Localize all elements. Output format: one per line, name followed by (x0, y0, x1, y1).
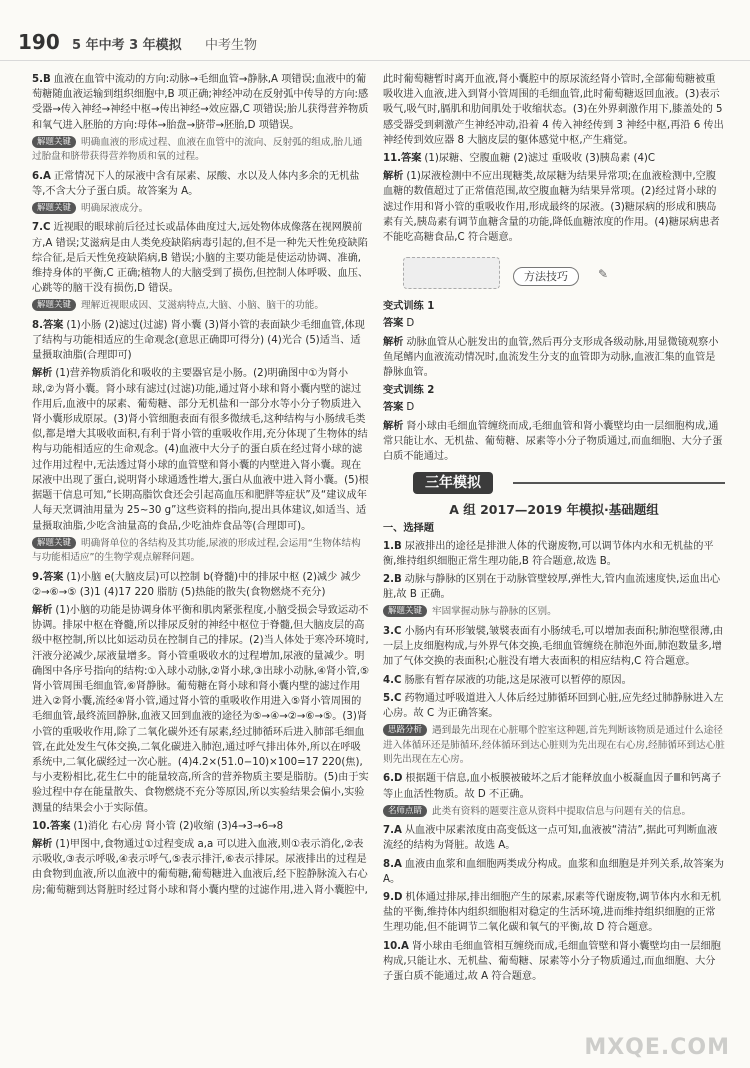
answer-label: 解析 (383, 171, 404, 183)
tip-tag: 解题关键 (32, 299, 76, 311)
answer-label: 9.答案 (32, 571, 64, 583)
answer-item (32, 366, 370, 533)
subject-label: 中考生物 (205, 38, 258, 53)
answer-label: 6.D (383, 773, 403, 785)
answer-label: 解析 (383, 420, 404, 432)
answer-item (32, 72, 370, 133)
answer-label: 7.A (383, 825, 402, 837)
answer-text: (1)小肠 (2)滤过(过滤) 肾小囊 (3)肾小管的表面缺少毛细血管,体现了结构与功能相适应的生命观念(意思正确即可得分) (4)光合 (5)适当、适量摄取油脂(合理即可) (32, 319, 365, 362)
answer-text: 肠胀有暂存尿液的功能,这是尿液可以暂停的原因。 (404, 674, 632, 686)
answer-text: 动脉血管从心脏发出的血管,然后再分支形成各级动脉,用显微镜观察小鱼尾鳍内血液流动情况时,血流发生分支的血管即为动脉,血液汇集的血管是静脉血管。 (383, 336, 719, 379)
watermark: MXQE.COM (584, 1035, 730, 1060)
answer-label: 解析 (32, 604, 53, 616)
answer-label: 4.C (383, 674, 402, 686)
answer-item (383, 316, 725, 331)
method-tips-box (383, 253, 725, 293)
tip-text: 此类有资料的题要注意从资料中提取信息与问题有关的信息。 (432, 805, 692, 817)
answer-item (383, 691, 725, 721)
book-title: 5 年中考 3 年模拟 (72, 38, 182, 53)
exercise-subtitle: 变式训练 2 (383, 385, 435, 397)
tip-note (383, 805, 725, 819)
answer-item (32, 169, 370, 199)
answer-text: 肾小球由毛细血管缠绕而成,毛细血管和肾小囊壁均由一层细胞构成,通常只能让水、无机盐、葡萄糖、尿素等小分子物质通过,而血细胞、大分子蛋白质不能通过。 (383, 420, 723, 463)
answer-text: 正常情况下人的尿液中含有尿素、尿酸、水以及人体内多余的无机盐等,不含大分子蛋白质。故答案为 A。 (32, 170, 360, 197)
tip-text: 理解近视眼成因、艾滋病特点,大脑、小脑、脑干的功能。 (81, 300, 324, 312)
exercise-subtitle: 变式训练 1 (383, 301, 435, 313)
answer-label: 3.C (383, 625, 402, 637)
three-year-banner (383, 470, 725, 496)
answer-label: 9.D (383, 891, 403, 903)
tip-tag: 解题关键 (32, 202, 76, 214)
tip-note (32, 136, 370, 165)
answer-text: 根据题干信息,血小板膜被破坏之后才能释放血小板凝血因子Ⅲ和钙离子等止血活性物质。故 D 不正确。 (383, 773, 722, 800)
answer-label: 解析 (32, 368, 53, 380)
answer-text: (1)营养物质消化和吸收的主要器官是小肠。(2)明确图中①为肾小球,②为肾小囊。肾小球有滤过(过滤)功能,通过肾小球和肾小囊内壁的滤过作用后,血液中的尿素、葡萄糖、部分无机盐和一部分水等小分子物质进入肾小囊形成原尿。(3)肾小管细胞表面有很多微绒毛,这种结构与小肠绒毛类似,都是增大其吸收面积,有利于肾小管的重吸收作用,充分体现了生物体的结构与功能相适应的生命观念。(4)血液中大分子的蛋白质在经过肾小球的滤过作用过程中,无法透过肾小球的血管壁和肾小囊的内壁进入肾小囊。现在尿液中出现了蛋白,说明肾小球通透性增大,蛋白从血液中进入肾小囊。(5)根据题干信息可知,“长期高脂饮食还会引起高血压和肥胖等症状”及“建议成年人每天烹调油用量为 25~30 g”这些资料的指向,提出具体建议,如适当、适量摄取油脂,少吃含油量高的食品,少吃油炸食品等(合理即可)。 (32, 368, 369, 532)
answer-item (32, 837, 370, 898)
page-header (0, 0, 750, 61)
tip-note (32, 299, 370, 313)
answer-label: 2.B (383, 574, 402, 586)
answer-item (32, 220, 370, 296)
answer-item (383, 857, 725, 887)
answer-item (383, 823, 725, 853)
answer-text: 从血液中尿素浓度由高变低这一点可知,血液被“清洁”,据此可判断血液流经的结构为肾脏。故选 A。 (383, 825, 718, 852)
answer-item (32, 819, 370, 834)
section-title: 一、选择题 (383, 523, 434, 535)
answer-label: 10.A (383, 940, 409, 952)
answer-text: (1)尿液检测中不应出现糖类,故尿糖为结果异常项;在血液检测中,空腹血糖的数值超过了正常值范围,故空腹血糖为结果异常项。(2)经过肾小球的滤过作用和肾小管的重吸收作用,形成最终的尿液。(3)糖尿病的形成和胰岛素有关,胰岛素有调节血糖含量的功能,降低血糖浓度的作用。(4)糖尿病患者不能吃高糖食品,C 符合题意。 (383, 171, 720, 244)
answer-label: 5.C (383, 692, 402, 704)
answer-item (383, 151, 725, 166)
tip-note (383, 724, 725, 767)
left-column (32, 72, 370, 901)
tip-text: 明确肾单位的各结构及其功能,尿液的形成过程,会运用“生物体结构与功能相适应”的生物学观点解释问题。 (32, 537, 361, 564)
answer-label: 8.A (383, 858, 402, 870)
answer-item (383, 890, 725, 936)
tip-note (383, 605, 725, 619)
answer-text: (1)小脑的功能是协调身体平衡和肌肉紧张程度,小脑受损会导致运动不协调。排尿中枢在脊髓,所以排尿反射的神经中枢位于脊髓,但大脑皮层的高级中枢控制,所以比如运动员在控制自己的排尿。(2)当人体处于寒冷环境时,汗液分泌减少,尿液量增多。肾小管重吸收水的过程增加,尿液的量减少。明确图中各序号指向的结构:①入球小动脉,②肾小球,③出球小动脉,④肾小管,⑤肾小管周围毛细血管,⑥肾静脉。葡萄糖在肾小球和肾小囊内壁的滤过作用进入②肾小囊,流经④肾小管,通过肾小管的重吸收作用进入⑤肾小管周围的毛细血管,最终流回静脉,血液又回到血液的途径为⑤→④→②→⑥→⑤。(3)肾小管的重吸收作用,除了二氧化碳外还有尿素,经过肺循环后进入肺部毛细血管,在此处发生气体交换,二氧化碳进入肺泡,通过呼气排出体外,所以在呼吸系统中,二氧化碳经过一次心脏。(4)4.2×(51.0−10)×100=17 220(焦),与小麦粉相比,花生仁中的能量较高,所含的营养物质主要是脂肪。(5)由于实验过程中存在能量散失、食物燃烧不充分等原因,所以实验结果会偏小,实验测量的结果会小于实际值。 (32, 604, 370, 814)
answer-label: 解析 (383, 336, 404, 348)
answer-item (383, 539, 725, 569)
answer-label: 6.A (32, 170, 51, 182)
page-number: 190 (18, 30, 60, 54)
banner-rule (513, 482, 725, 484)
answer-item (383, 335, 725, 381)
answer-text: (1)消化 右心房 肾小管 (2)收缩 (3)4→3→6→8 (73, 820, 284, 832)
tip-text: 遇到最先出现在心脏哪个腔室这种题,首先判断该物质是通过什么途径进入体循环还是肺循环,经体循环到达心脏则为先出现在右心房,经肺循环到达心脏则先出现在左心房。 (383, 725, 725, 765)
answer-text: D (406, 402, 415, 414)
answer-text: 动脉与静脉的区别在于动脉管壁较厚,弹性大,管内血流速度快,运血出心脏,故 B 正确。 (383, 574, 721, 601)
answer-label: 答案 (383, 318, 404, 330)
answer-text: (1)尿糖、空腹血糖 (2)滤过 重吸收 (3)胰岛素 (4)C (424, 153, 656, 165)
group-title: A 组 2017—2019 年模拟·基础题组 (449, 502, 659, 518)
answer-text: 小肠内有环形皱襞,皱襞表面有小肠绒毛,可以增加表面积;肺泡壁很薄,由一层上皮细胞构成,与外界气体交换,毛细血管缠绕在肺泡外面,肺泡数量多,增加了气体交换的表面积;心脏没有增大表面积的相应结构,C 符合题意。 (383, 625, 724, 668)
answer-label: 答案 (383, 402, 404, 414)
answer-text: 血液由血浆和血细胞两类成分构成。血浆和血细胞是并列关系,故答案为 A。 (383, 858, 724, 885)
answer-text: 血液在血管中流动的方向:动脉→毛细血管→静脉,A 项错误;血液中的葡萄糖随血液运输到组织细胞中,B 项正确;神经冲动在反射弧中传导的方向:感受器→传入神经→神经中枢→传出神经→效应器,C 项错误;胎儿获得营养物质和氧气进入胚胎的方向:母体→胎盘→脐带→胚胎,D 项错误。 (32, 74, 369, 131)
answer-item (383, 939, 725, 985)
variant-exercises (383, 299, 725, 464)
answer-label: 8.答案 (32, 319, 64, 331)
answer-item (383, 400, 725, 415)
answer-item (383, 572, 725, 602)
tip-tag: 解题关键 (32, 136, 76, 148)
tips-illustration (403, 257, 500, 289)
tip-text: 明确尿液成分。 (81, 203, 149, 215)
answer-item (32, 318, 370, 364)
pencil-icon: ✎ (598, 267, 609, 282)
tip-note (32, 202, 370, 216)
answer-label: 10.答案 (32, 820, 71, 832)
answer-label: 11.答案 (383, 153, 422, 165)
answer-item (383, 624, 725, 670)
answer-item (383, 771, 725, 801)
answer-text: (1)甲图中,食物通过①过程变成 a,a 可以进入血液,则①表示消化,②表示吸收,③表示呼吸,④表示呼气,⑤表示排汗,⑥表示排尿。尿液排出的过程是由食物到血液,所以血液中的葡萄糖,葡萄糖进入血液后,经下腔静脉流入右心房;葡萄糖到达肾脏时经过肾小球和肾小囊内壁的过滤作用,进入肾小囊腔中, (32, 838, 368, 896)
answer-item (383, 169, 725, 245)
answer-label: 解析 (32, 838, 53, 850)
answer-item (32, 603, 370, 816)
answer-item (32, 570, 370, 600)
tip-text: 明确血液的形成过程、血液在血管中的流向、反射弧的组成,胎儿通过胎盘和脐带获得营养物质和氧的过程。 (32, 136, 363, 163)
answer-text: 肾小球由毛细血管相互缠绕而成,毛细血管壁和肾小囊壁均由一层细胞构成,只能让水、无机盐、葡萄糖、尿素等小分子物质通过,而血细胞、大分子蛋白质不能通过,故 A 符合题意。 (383, 940, 721, 982)
answer-label: 7.C (32, 222, 51, 234)
answer-item (383, 419, 725, 465)
answer-text: (1)小脑 e(大脑皮层)可以控制 b(脊髓)中的排尿中枢 (2)减少 减少 ②→⑥→⑤ (3)1 (4)17 220 脂肪 (5)热能的散失(食物燃烧不充分) (32, 571, 361, 598)
answer-text: 尿液排出的途径是排泄人体的代谢废物,可以调节体内水和无机盐的平衡,维持组织细胞正常生理功能,B 符合题意,故选 B。 (383, 540, 714, 567)
tip-text: 牢固掌握动脉与静脉的区别。 (432, 606, 557, 618)
tip-tag: 名师点睛 (383, 805, 427, 817)
answer-label: 1.B (383, 540, 402, 552)
answer-text: 药物通过呼吸道进入人体后经过肺循环回到心脏,应先经过肺静脉进入左心房。故 C 为正确答案。 (383, 692, 724, 719)
mock-answers (383, 539, 725, 985)
answer-text: D (406, 318, 415, 330)
answer-item (383, 72, 725, 148)
answer-text: 近视眼的眼球前后径过长或晶体曲度过大,远处物体成像落在视网膜前方,A 错误;艾滋病是由人类免疫缺陷病毒引起的,但不是一种先天性免疫缺陷综合征,是后天性免疫缺陷病,B 错误;小脑的主要功能是使运动协调、准确,维持身体的平衡,C 正确;植物人的大脑受到了损伤,但控制人体呼吸、血压、心跳等的脑干没有损伤,D 错误。 (32, 222, 369, 295)
tip-tag: 思路分析 (383, 724, 427, 736)
answer-label: 5.B (32, 74, 51, 85)
answer-text: 机体通过排尿,排出细胞产生的尿素,尿素等代谢废物,调节体内水和无机盐的平衡,维持体内组织细胞相对稳定的生活环境,进而维持组织细胞的正常生理功能,但不能调节二氧化碳和氧气的平衡,故 D 符合题意。 (383, 891, 721, 934)
tip-tag: 解题关键 (32, 537, 76, 549)
right-top-answers (383, 72, 725, 245)
method-tips-label: 方法技巧 (513, 267, 579, 286)
answer-text: 此时葡萄糖暂时离开血液,肾小囊腔中的原尿流经肾小管时,全部葡萄糖被重吸收进入血液,进入到肾小管周围的毛细血管,此时葡萄糖返回血液。(3)表示吸气,吸气时,膈肌和肋间肌处于收缩状态。(3)在外界刺激作用下,膝盖处的 5 感受器受到刺激产生神经冲动,沿着 4 传入神经传到 3 神经中枢,再沿 6 传出神经传到效应器 8 大脑皮层的躯体感觉中枢,产生痛觉。 (383, 74, 724, 146)
three-year-title: 三年模拟 (413, 472, 493, 494)
right-column (383, 72, 725, 987)
tip-note (32, 537, 370, 566)
answer-item (383, 673, 725, 688)
tip-tag: 解题关键 (383, 605, 427, 617)
